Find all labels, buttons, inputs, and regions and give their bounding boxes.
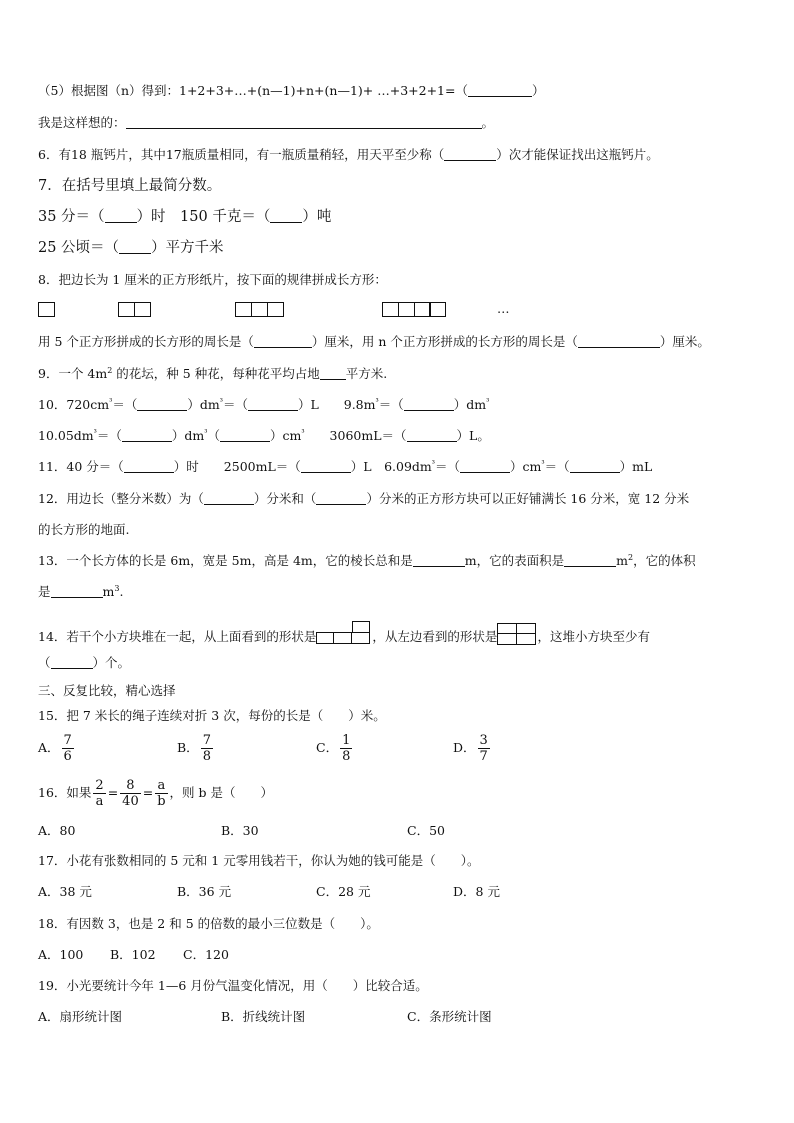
square-figure-1 [38,302,55,317]
superscript: 2 [107,366,113,375]
answer-blank[interactable] [51,656,93,669]
question-text: 10.05dm [38,428,94,443]
question-text: 11．40 分＝（ [38,459,124,474]
superscript: ³ [109,397,113,406]
square-cell [398,302,415,317]
question-text: 平方米. [345,366,388,381]
question-7-line-2 [38,239,224,257]
square-cell [251,302,268,317]
question-text: = [142,785,154,800]
question-text: 用 5 个正方形拼成的长方形的周长是（ [38,334,254,349]
option-b[interactable]: B．102 [110,947,156,962]
question-13-cont [38,584,123,600]
square-cell [351,632,370,644]
square-cell [497,623,517,645]
option-label: B． [177,740,199,755]
option-a[interactable]: A．38 元 [38,884,92,899]
question-17: 17．小花有张数相同的 5 元和 1 元零用钱若干，你认为她的钱可能是（ ）。 [38,853,480,868]
option-a[interactable]: A．100 [38,947,84,962]
question-text: 14．若干个小方块堆在一起，从上面看到的形状是 [38,629,317,644]
fraction [120,778,141,809]
answer-blank[interactable] [316,492,366,505]
option-label: A． [38,740,60,755]
question-text: ，它的体积 [633,553,696,568]
option-a[interactable]: A．80 [38,823,76,838]
square-cell [333,632,352,644]
denominator: 6 [63,749,72,764]
question-text: 3060mL＝（ [304,428,407,443]
question-text: m，它的表面积是 [464,553,565,568]
option-c[interactable]: C．120 [183,947,229,962]
question-5-reasoning [38,115,494,131]
question-text: （ [207,428,220,443]
answer-blank[interactable] [578,335,660,348]
question-text: 6．有18 瓶钙片，其中17瓶质量相同，有一瓶质量稍轻，用天平至少称（ [38,147,445,162]
question-text: ）dm [453,397,487,412]
question-text: ＝（ [112,397,138,412]
answer-blank[interactable] [105,210,137,223]
denominator: b [157,794,166,809]
superscript: ³ [486,397,490,406]
numerator: 3 [479,733,488,748]
numerator: 2 [95,778,104,793]
left-view-figure [497,623,537,645]
option-label: C． [316,740,339,755]
denominator: 8 [202,749,211,764]
answer-blank[interactable] [570,460,620,473]
question-text: ＝（ [544,459,570,474]
option-c[interactable] [316,733,354,764]
numerator: 7 [202,733,211,748]
answer-blank[interactable] [248,398,298,411]
answer-blank[interactable] [460,460,510,473]
question-text: ）L 9.8m [297,397,376,412]
question-text: 10．720cm [38,397,110,412]
option-b[interactable]: B．30 [221,823,259,838]
question-text: ）分米的正方形方块可以正好铺满长 16 分米，宽 12 分米 [366,491,690,506]
question-10-line-1 [38,397,489,413]
square-cell [267,302,284,317]
question-text: ）个。 [92,655,131,670]
answer-blank[interactable] [413,554,465,567]
question-8-title: 8．把边长为 1 厘米的正方形纸片，按下面的规律拼成长方形： [38,272,387,287]
answer-blank[interactable] [270,210,302,223]
question-5 [38,83,544,99]
answer-blank[interactable] [51,585,103,598]
question-text: m [102,584,115,599]
square-cell [382,302,399,317]
question-text: m [616,553,628,568]
question-text: ）平方千米 [151,240,224,256]
option-a[interactable]: A．扇形统计图 [38,1009,123,1024]
denominator: 7 [479,749,488,764]
fraction [201,733,213,764]
question-text: ＝（ [434,459,460,474]
answer-blank[interactable] [444,148,496,161]
denominator: a [95,794,104,809]
square-figure-3 [235,302,284,317]
divider [497,633,536,634]
question-text: ）cm [510,459,542,474]
option-c[interactable]: C．条形统计图 [407,1009,492,1024]
answer-blank[interactable] [301,460,351,473]
question-12-cont: 的长方形的地面. [38,522,130,537]
square-cell [38,302,55,317]
superscript: ³ [431,459,435,468]
numerator: 1 [342,733,351,748]
question-text: . [119,584,124,599]
question-text: 。 [481,115,495,130]
square-cell [316,632,334,644]
question-text: 13．一个长方体的长是 6m，宽是 5m，高是 4m，它的棱长总和是 [38,553,413,568]
question-text: = [107,785,119,800]
answer-blank[interactable] [404,398,454,411]
numerator: 7 [63,733,72,748]
question-6 [38,147,659,163]
question-text: ） [531,83,545,98]
superscript: ³ [301,428,305,437]
square-figure-4 [382,302,446,317]
superscript: ³ [204,428,208,437]
question-text: ）时 150 千克＝（ [136,209,271,225]
question-text: ）厘米，用 n 个正方形拼成的长方形的周长是（ [311,334,578,349]
option-b[interactable]: B．折线统计图 [221,1009,306,1024]
question-text: ）吨 [302,209,332,225]
square-cell [516,623,536,645]
option-b[interactable] [177,733,215,764]
question-text: 16．如果 [38,785,92,800]
superscript: 3 [114,584,120,593]
question-text: ）dm [187,397,220,412]
question-text: ）mL [619,459,653,474]
option-label: D． [453,740,476,755]
superscript: 2 [627,553,634,562]
question-text: 是 [38,584,51,599]
option-b[interactable]: B．36 元 [177,884,232,899]
question-text: ）次才能保证找出这瓶钙片。 [496,147,659,162]
question-text: ）cm [269,428,302,443]
option-a[interactable] [38,733,76,764]
question-7-line-1 [38,208,331,226]
question-12 [38,491,689,507]
answer-blank[interactable] [468,84,532,97]
question-13 [38,553,696,569]
fraction [340,733,352,764]
question-text: ＝（ [378,397,404,412]
square-cell [429,302,446,317]
answer-blank[interactable] [320,367,346,380]
question-text: ，这堆小方块至少有 [537,629,650,644]
square-figure-2 [118,302,151,317]
section-heading: 三、反复比较，精心选择 [38,683,176,698]
question-text: （5）根据图（n）得到：1+2+3+…+(n—1)+n+(n—1)+ …+3+2+1=（ [38,83,468,98]
superscript: ³ [541,459,545,468]
question-11 [38,459,652,475]
answer-blank[interactable] [122,429,172,442]
numerator: a [157,778,166,793]
question-text: ＝（ [96,428,122,443]
question-16 [38,778,273,809]
question-text: 35 分＝（ [38,209,105,225]
square-cell [134,302,151,317]
question-text: ）dm [171,428,205,443]
answer-blank[interactable] [407,429,457,442]
square-cell [118,302,135,317]
question-text: 的花坛，种 5 种花，每种花平均占地 [112,366,320,381]
numerator: 8 [126,778,135,793]
question-text: （ [38,655,51,670]
top-view-figure [316,621,372,645]
answer-blank[interactable] [220,429,270,442]
question-text: 12．用边长（整分米数）为（ [38,491,204,506]
answer-blank[interactable] [564,554,616,567]
ellipsis: … [497,301,510,316]
question-9 [38,366,387,382]
answer-blank[interactable] [204,492,254,505]
question-text: ）L 6.09dm [350,459,432,474]
fraction [478,733,490,764]
question-18: 18．有因数 3，也是 2 和 5 的倍数的最小三位数是（ ）。 [38,916,379,931]
question-10-line-2 [38,428,490,444]
superscript: ³ [375,397,379,406]
superscript: ³ [93,428,97,437]
fraction [62,733,74,764]
question-text: ）厘米。 [659,334,710,349]
option-d[interactable]: D．8 元 [453,884,500,899]
question-text: ，则 b 是（ ） [169,785,273,800]
question-7-title: 7．在括号里填上最简分数。 [38,178,222,194]
question-8 [38,334,710,350]
question-15: 15．把 7 米长的绳子连续对折 3 次，每份的长是（ ）米。 [38,708,386,723]
fraction [155,778,167,809]
question-text: ）分米和（ [253,491,317,506]
question-text: 25 公顷＝（ [38,240,120,256]
question-14-cont [38,655,130,671]
question-text: ）L。 [456,428,490,443]
question-text: ）时 2500mL＝（ [173,459,301,474]
question-text: 9．一个 4m [38,366,108,381]
option-c[interactable]: C．28 元 [316,884,371,899]
option-c[interactable]: C．50 [407,823,445,838]
superscript: ³ [219,397,223,406]
question-text: 我是这样想的： [38,115,126,130]
answer-blank[interactable] [254,335,312,348]
question-14 [38,621,650,645]
answer-blank[interactable] [124,460,174,473]
question-text: ＝（ [222,397,248,412]
square-cell [235,302,252,317]
denominator: 40 [122,794,139,809]
square-cell [414,302,431,317]
denominator: 8 [342,749,351,764]
answer-blank[interactable] [126,116,482,129]
question-text: ，从左边看到的形状是 [372,629,498,644]
answer-blank[interactable] [137,398,187,411]
option-d[interactable] [453,733,492,764]
fraction [93,778,105,809]
answer-blank[interactable] [119,241,151,254]
question-19: 19．小光要统计今年 1—6 月份气温变化情况，用（ ）比较合适。 [38,978,428,993]
